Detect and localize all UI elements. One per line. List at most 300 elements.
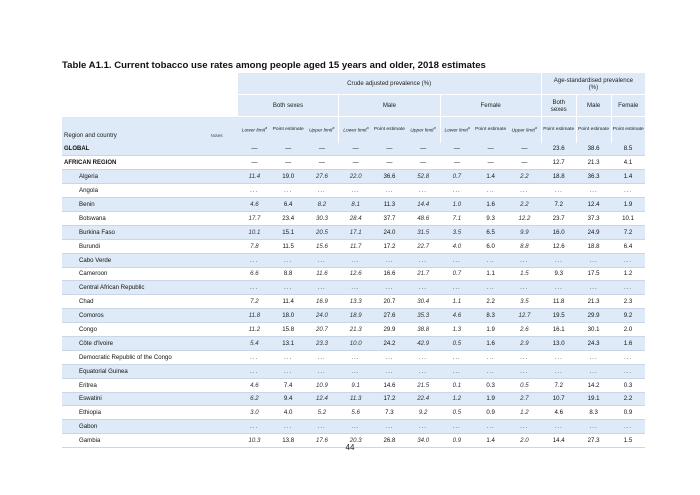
- row-notes: [211, 225, 238, 239]
- cell: 2.2: [611, 392, 645, 406]
- row-notes: [211, 309, 238, 323]
- cell: 42.9: [406, 336, 440, 350]
- cell: —: [305, 156, 339, 170]
- cell: 4.6: [238, 198, 272, 212]
- cell: ...: [440, 184, 474, 198]
- cell: ...: [508, 420, 542, 434]
- row-notes: [211, 253, 238, 267]
- footnote-marker: a: [366, 125, 369, 130]
- cell: 1.1: [474, 267, 508, 281]
- cell: 7.2: [238, 295, 272, 309]
- cell: 0.9: [440, 434, 474, 448]
- cell: 4.6: [238, 378, 272, 392]
- cell: 2.2: [508, 198, 542, 212]
- notes-header: Notes: [211, 117, 238, 143]
- cell: 17.5: [576, 267, 611, 281]
- cell: ...: [339, 281, 373, 295]
- cell: 0.9: [474, 406, 508, 420]
- cell: —: [271, 156, 305, 170]
- row-name: Gambia: [62, 434, 211, 448]
- cell: ...: [541, 364, 576, 378]
- cell: 12.4: [305, 392, 339, 406]
- cell: 3.5: [440, 225, 474, 239]
- cell: —: [474, 143, 508, 156]
- cell: ...: [576, 350, 611, 364]
- cell: 0.7: [440, 267, 474, 281]
- table-row: [62, 350, 645, 364]
- cell: 12.6: [339, 267, 373, 281]
- cell: 23.3: [305, 336, 339, 350]
- cell: 29.9: [576, 309, 611, 323]
- cell: 6.6: [238, 267, 272, 281]
- point-estimate-label: Point estimate: [612, 126, 644, 132]
- cell: —: [373, 156, 407, 170]
- cell: ...: [238, 281, 272, 295]
- cell: 9.4: [271, 392, 305, 406]
- cell: —: [305, 143, 339, 156]
- table-row: [62, 239, 645, 253]
- cell: 13.0: [541, 336, 576, 350]
- table-row: [62, 170, 645, 184]
- cell: 0.3: [474, 378, 508, 392]
- cell: 52.8: [406, 170, 440, 184]
- upper-limit-label: Upper limit$^a$: [410, 125, 436, 134]
- cell: —: [373, 143, 407, 156]
- cell: 16.6: [373, 267, 407, 281]
- cell: 10.1: [238, 225, 272, 239]
- cell: ...: [339, 350, 373, 364]
- cell: ...: [305, 281, 339, 295]
- cell: 8.8: [508, 239, 542, 253]
- cell: 16.0: [541, 225, 576, 239]
- cell: 31.5: [406, 225, 440, 239]
- cell: ...: [373, 364, 407, 378]
- cell: 20.7: [305, 323, 339, 337]
- cell: ...: [474, 350, 508, 364]
- cell: 0.9: [611, 406, 645, 420]
- point-estimate-label: Point estimate: [578, 126, 610, 132]
- cell: 28.4: [339, 211, 373, 225]
- row-name: Democratic Republic of the Congo: [62, 350, 211, 364]
- cell: 35.3: [406, 309, 440, 323]
- footnote-marker: a: [265, 125, 268, 130]
- cell: 13.1: [271, 336, 305, 350]
- cell: —: [474, 156, 508, 170]
- cell: ...: [440, 281, 474, 295]
- row-notes: [211, 323, 238, 337]
- cell: 24.0: [373, 225, 407, 239]
- row-name: Cabo Verde: [62, 253, 211, 267]
- cell: 11.3: [339, 392, 373, 406]
- footnote-marker: a: [467, 125, 470, 130]
- cell: ...: [474, 253, 508, 267]
- cell: —: [339, 143, 373, 156]
- cell: 7.4: [271, 378, 305, 392]
- cell: 34.0: [406, 434, 440, 448]
- cell: 30.4: [406, 295, 440, 309]
- table-body: [62, 143, 645, 448]
- cell: ...: [271, 420, 305, 434]
- cell: 19.0: [271, 170, 305, 184]
- table-row: [62, 225, 645, 239]
- cell: 24.3: [576, 336, 611, 350]
- cell: 10.3: [238, 434, 272, 448]
- cell: ...: [474, 281, 508, 295]
- row-notes: [211, 378, 238, 392]
- cell: —: [440, 156, 474, 170]
- cell: 17.2: [373, 239, 407, 253]
- cell: 14.2: [576, 378, 611, 392]
- row-notes: [211, 156, 238, 170]
- cell: ...: [373, 184, 407, 198]
- cell: ...: [271, 253, 305, 267]
- age-standardised-header: Age-standardised prevalence (%): [541, 73, 645, 95]
- cell: 8.5: [611, 143, 645, 156]
- row-name: Chad: [62, 295, 211, 309]
- cell: 14.4: [541, 434, 576, 448]
- cell: 21.5: [406, 378, 440, 392]
- female-header: Female: [440, 95, 541, 117]
- cell: 27.6: [305, 170, 339, 184]
- cell: 18.8: [541, 170, 576, 184]
- cell: 6.4: [271, 198, 305, 212]
- cell: ...: [406, 350, 440, 364]
- cell: 10.1: [611, 211, 645, 225]
- table-row: [62, 406, 645, 420]
- row-notes: [211, 211, 238, 225]
- row-name: Gabon: [62, 420, 211, 434]
- cell: 24.0: [305, 309, 339, 323]
- cell: ...: [611, 420, 645, 434]
- cell: 24.2: [373, 336, 407, 350]
- cell: ...: [406, 184, 440, 198]
- cell: 13.3: [339, 295, 373, 309]
- cell: 22.0: [339, 170, 373, 184]
- row-name: Congo: [62, 323, 211, 337]
- row-name: Comoros: [62, 309, 211, 323]
- cell: ...: [440, 364, 474, 378]
- cell: 15.1: [271, 225, 305, 239]
- row-name: Cameroon: [62, 267, 211, 281]
- cell: ...: [576, 420, 611, 434]
- cell: 11.2: [238, 323, 272, 337]
- cell: 18.9: [339, 309, 373, 323]
- lower-limit-label: Lower limit$^a$: [241, 125, 268, 134]
- cell: 8.2: [305, 198, 339, 212]
- row-name: Burkina Faso: [62, 225, 211, 239]
- table-row: [62, 281, 645, 295]
- cell: 4.6: [440, 309, 474, 323]
- table-row: [62, 156, 645, 170]
- cell: 1.2: [611, 267, 645, 281]
- cell: 6.5: [474, 225, 508, 239]
- cell: ...: [339, 253, 373, 267]
- point-estimate-label: Point estimate: [475, 126, 507, 132]
- cell: 2.6: [508, 323, 542, 337]
- point-estimate-label: Point estimate: [373, 126, 405, 132]
- row-name: Equatorial Guinea: [62, 364, 211, 378]
- cell: ...: [373, 281, 407, 295]
- cell: ...: [541, 420, 576, 434]
- row-name: Côte d'Ivoire: [62, 336, 211, 350]
- page-number: 44: [345, 443, 355, 452]
- cell: 9.9: [508, 225, 542, 239]
- footnote-marker: a: [332, 125, 335, 130]
- row-notes: [211, 170, 238, 184]
- cell: 8.8: [271, 267, 305, 281]
- cell: 7.2: [541, 198, 576, 212]
- cell: ...: [541, 281, 576, 295]
- cell: 1.2: [440, 392, 474, 406]
- cell: 2.2: [474, 295, 508, 309]
- cell: ...: [305, 364, 339, 378]
- row-name: GLOBAL: [62, 143, 211, 156]
- cell: ...: [271, 184, 305, 198]
- male-header: Male: [339, 95, 440, 117]
- row-notes: [211, 295, 238, 309]
- cell: 2.9: [508, 336, 542, 350]
- cell: 2.2: [508, 170, 542, 184]
- cell: 5.4: [238, 336, 272, 350]
- cell: 12.2: [508, 211, 542, 225]
- cell: 2.0: [508, 434, 542, 448]
- row-name: Angola: [62, 184, 211, 198]
- table-row: [62, 211, 645, 225]
- cell: ...: [508, 350, 542, 364]
- cell: 36.3: [576, 170, 611, 184]
- cell: 9.2: [611, 309, 645, 323]
- cell: 1.2: [508, 406, 542, 420]
- lower-limit-label: Lower limit$^a$: [444, 125, 470, 134]
- cell: 21.7: [406, 267, 440, 281]
- cell: 4.6: [541, 406, 576, 420]
- region-country-header: Region and country: [62, 117, 211, 143]
- cell: 1.6: [474, 198, 508, 212]
- cell: 36.6: [373, 170, 407, 184]
- point-estimate-label: Point estimate: [272, 126, 304, 132]
- cell: ...: [271, 281, 305, 295]
- footnote-marker: a: [433, 125, 436, 130]
- table-row: [62, 392, 645, 406]
- cell: 7.8: [238, 239, 272, 253]
- cell: ...: [373, 420, 407, 434]
- table-row: [62, 198, 645, 212]
- row-notes: [211, 420, 238, 434]
- cell: ...: [440, 253, 474, 267]
- cell: 0.5: [508, 378, 542, 392]
- age-male-header: Male: [576, 95, 611, 117]
- cell: 4.0: [440, 239, 474, 253]
- cell: 14.4: [406, 198, 440, 212]
- cell: ...: [339, 364, 373, 378]
- cell: 17.6: [305, 434, 339, 448]
- cell: ...: [576, 364, 611, 378]
- cell: 23.7: [541, 211, 576, 225]
- cell: 11.5: [271, 239, 305, 253]
- cell: —: [440, 143, 474, 156]
- cell: 1.4: [611, 170, 645, 184]
- cell: ...: [238, 364, 272, 378]
- cell: 19.5: [541, 309, 576, 323]
- cell: 5.2: [305, 406, 339, 420]
- cell: ...: [271, 364, 305, 378]
- cell: 0.1: [440, 378, 474, 392]
- cell: ...: [611, 184, 645, 198]
- cell: ...: [508, 364, 542, 378]
- cell: 8.3: [474, 309, 508, 323]
- cell: —: [339, 156, 373, 170]
- cell: ...: [611, 281, 645, 295]
- table-row: [62, 143, 645, 156]
- cell: 12.4: [576, 198, 611, 212]
- cell: 9.2: [406, 406, 440, 420]
- cell: 38.6: [576, 143, 611, 156]
- table-row: [62, 364, 645, 378]
- cell: 48.6: [406, 211, 440, 225]
- table-row: [62, 378, 645, 392]
- cell: 11.8: [541, 295, 576, 309]
- cell: ...: [541, 184, 576, 198]
- cell: 4.1: [611, 156, 645, 170]
- age-female-header: Female: [611, 95, 645, 117]
- cell: ...: [440, 420, 474, 434]
- row-notes: [211, 392, 238, 406]
- cell: ...: [305, 253, 339, 267]
- table-row: [62, 253, 645, 267]
- cell: 1.9: [474, 323, 508, 337]
- cell: 1.5: [508, 267, 542, 281]
- row-notes: [211, 198, 238, 212]
- cell: ...: [541, 350, 576, 364]
- cell: —: [238, 143, 272, 156]
- table-row: [62, 336, 645, 350]
- cell: ...: [238, 420, 272, 434]
- cell: 27.6: [373, 309, 407, 323]
- cell: 24.9: [576, 225, 611, 239]
- cell: ...: [373, 350, 407, 364]
- cell: 30.1: [576, 323, 611, 337]
- row-notes: [211, 281, 238, 295]
- cell: 1.6: [474, 336, 508, 350]
- cell: 20.3: [339, 434, 373, 448]
- cell: ...: [474, 184, 508, 198]
- cell: 6.0: [474, 239, 508, 253]
- cell: 12.7: [508, 309, 542, 323]
- cell: ...: [406, 253, 440, 267]
- cell: 6.2: [238, 392, 272, 406]
- cell: —: [508, 143, 542, 156]
- cell: 1.9: [611, 198, 645, 212]
- cell: ...: [576, 281, 611, 295]
- table-title: Table A1.1. Current tobacco use rates among people aged 15 years and older, 2018 estimates: [62, 60, 486, 71]
- cell: —: [508, 156, 542, 170]
- cell: 9.3: [474, 211, 508, 225]
- row-notes: [211, 406, 238, 420]
- cell: 17.2: [373, 392, 407, 406]
- cell: 5.6: [339, 406, 373, 420]
- cell: 1.4: [474, 170, 508, 184]
- row-name: Burundi: [62, 239, 211, 253]
- cell: ...: [406, 364, 440, 378]
- table-row: [62, 295, 645, 309]
- cell: —: [406, 143, 440, 156]
- cell: 0.7: [440, 170, 474, 184]
- cell: 2.3: [611, 295, 645, 309]
- cell: 9.3: [541, 267, 576, 281]
- cell: ...: [508, 253, 542, 267]
- cell: 21.3: [576, 156, 611, 170]
- cell: 4.0: [271, 406, 305, 420]
- cell: 15.6: [305, 239, 339, 253]
- cell: 20.7: [373, 295, 407, 309]
- cell: 16.9: [305, 295, 339, 309]
- cell: ...: [238, 184, 272, 198]
- cell: 37.3: [576, 211, 611, 225]
- table-row: [62, 184, 645, 198]
- cell: 23.6: [541, 143, 576, 156]
- cell: ...: [305, 184, 339, 198]
- cell: 10.7: [541, 392, 576, 406]
- tobacco-table: [62, 73, 645, 448]
- cell: ...: [541, 253, 576, 267]
- cell: 23.4: [271, 211, 305, 225]
- cell: 8.1: [339, 198, 373, 212]
- row-name: Eritrea: [62, 378, 211, 392]
- cell: ...: [238, 253, 272, 267]
- cell: 11.8: [238, 309, 272, 323]
- cell: ...: [474, 364, 508, 378]
- row-notes: [211, 239, 238, 253]
- cell: 18.0: [271, 309, 305, 323]
- cell: ...: [576, 184, 611, 198]
- crude-prevalence-header: Crude adjusted prevalence (%): [238, 73, 542, 95]
- cell: 15.8: [271, 323, 305, 337]
- table-row: [62, 309, 645, 323]
- both-sexes-header: Both sexes: [238, 95, 339, 117]
- cell: ...: [305, 350, 339, 364]
- cell: 11.4: [238, 170, 272, 184]
- cell: ...: [373, 253, 407, 267]
- cell: ...: [576, 253, 611, 267]
- table-row: [62, 267, 645, 281]
- cell: 26.8: [373, 434, 407, 448]
- cell: ...: [508, 184, 542, 198]
- cell: 2.0: [611, 323, 645, 337]
- cell: 1.4: [474, 434, 508, 448]
- row-notes: [211, 184, 238, 198]
- cell: 29.9: [373, 323, 407, 337]
- cell: 11.6: [305, 267, 339, 281]
- cell: 38.8: [406, 323, 440, 337]
- cell: 8.3: [576, 406, 611, 420]
- cell: 19.1: [576, 392, 611, 406]
- row-notes: [211, 350, 238, 364]
- cell: 21.3: [339, 323, 373, 337]
- cell: 0.3: [611, 378, 645, 392]
- table-row: [62, 420, 645, 434]
- cell: 3.0: [238, 406, 272, 420]
- cell: ...: [611, 350, 645, 364]
- row-name: Algeria: [62, 170, 211, 184]
- cell: ...: [440, 350, 474, 364]
- cell: ...: [474, 420, 508, 434]
- cell: ...: [611, 364, 645, 378]
- cell: 2.7: [508, 392, 542, 406]
- cell: 1.1: [440, 295, 474, 309]
- cell: 11.7: [339, 239, 373, 253]
- row-name: Ethiopia: [62, 406, 211, 420]
- cell: ...: [305, 420, 339, 434]
